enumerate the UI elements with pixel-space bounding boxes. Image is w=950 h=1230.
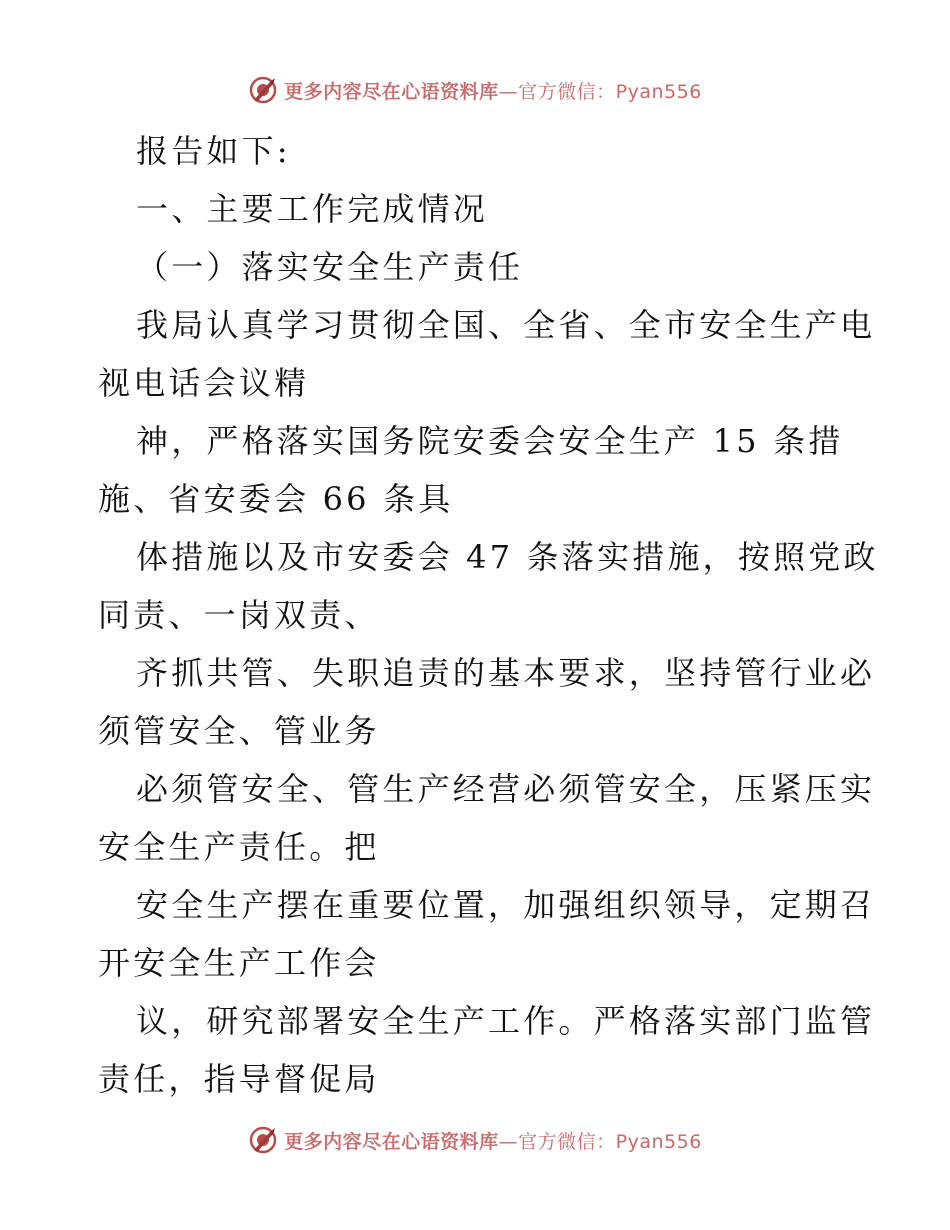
paragraph-line: 体措施以及市安委会 47 条落实措施，按照党政 — [136, 538, 879, 576]
paragraph-line: 视电话会议精 — [98, 364, 310, 402]
paragraph-line: 开安全生产工作会 — [98, 944, 380, 982]
quill-logo-icon — [248, 1125, 278, 1155]
watermark-text — [284, 1127, 702, 1154]
section-heading: 一、主要工作完成情况 — [136, 190, 489, 228]
header-watermark — [0, 72, 950, 108]
footer-watermark — [0, 1122, 950, 1158]
paragraph-line: 安全生产摆在重要位置，加强组织领导，定期召 — [136, 886, 876, 924]
document-body — [98, 122, 879, 1108]
paragraph-line: 施、省安委会 66 条具 — [98, 480, 454, 518]
paragraph-line: 议，研究部署安全生产工作。严格落实部门监管 — [136, 1002, 876, 1040]
paragraph-line: 安全生产责任。把 — [98, 828, 380, 866]
paragraph-line: 我局认真学习贯彻全国、全省、全市安全生产电 — [136, 306, 876, 344]
paragraph-line: 报告如下: — [136, 132, 291, 170]
paragraph-line: 齐抓共管、失职追责的基本要求，坚持管行业必 — [136, 654, 876, 692]
quill-logo-icon — [248, 75, 278, 105]
watermark-separator: — — [498, 80, 519, 103]
watermark-site-text: 更多内容尽在心语资料库 — [284, 80, 499, 103]
paragraph-line: 必须管安全、管生产经营必须管安全，压紧压实 — [136, 770, 876, 808]
watermark-wechat-text: 官方微信：Pyan556 — [518, 80, 702, 103]
watermark-text — [284, 77, 702, 104]
subsection-heading: （一）落实安全生产责任 — [136, 248, 524, 286]
watermark-separator: — — [498, 1130, 519, 1153]
paragraph-line: 须管安全、管业务 — [98, 712, 380, 750]
paragraph-line: 神，严格落实国务院安委会安全生产 15 条措 — [136, 422, 844, 460]
watermark-wechat-text: 官方微信：Pyan556 — [518, 1130, 702, 1153]
paragraph-line: 责任，指导督促局 — [98, 1060, 380, 1098]
paragraph-line: 同责、一岗双责、 — [98, 596, 380, 634]
watermark-site-text: 更多内容尽在心语资料库 — [284, 1130, 499, 1153]
